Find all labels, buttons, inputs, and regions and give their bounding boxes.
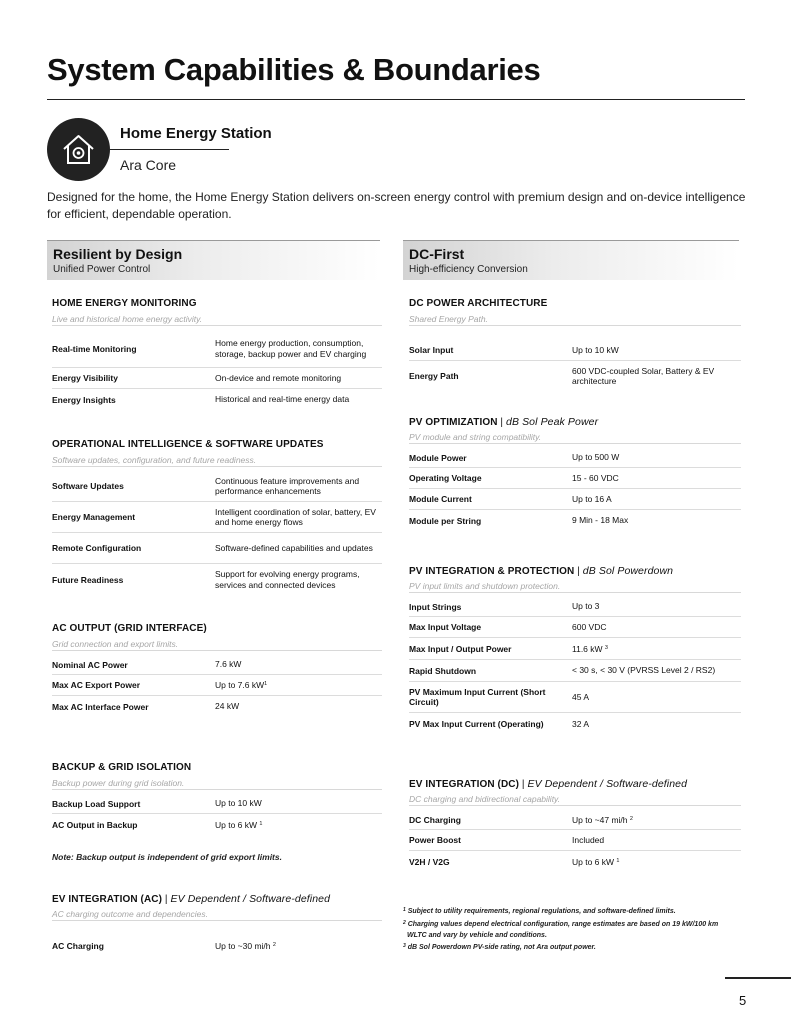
- spec-label: Input Strings: [409, 601, 462, 612]
- section-title: DC POWER ARCHITECTURE: [409, 298, 548, 309]
- table-row: [52, 502, 382, 533]
- spec-label: Software Updates: [52, 481, 124, 491]
- spec-value: Up to 6 kW $^1$: [215, 819, 263, 830]
- table-row: [409, 682, 741, 713]
- section-title: BACKUP & GRID ISOLATION: [52, 762, 192, 773]
- section-backup-grid-isolation: [52, 761, 382, 835]
- spec-label: PV Maximum Input Current (Short Circuit): [409, 687, 546, 707]
- footnote-3: $^3$ dB Sol Powerdown PV-side rating, not Ara output power.: [403, 943, 596, 952]
- intro-paragraph: Designed for the home, the Home Energy Station delivers on-screen energy control with premium design and on-device intelligence for efficient, dependable operation.: [47, 190, 746, 221]
- spec-value: Support for evolving energy programs, services and connected devices: [215, 569, 360, 590]
- spec-value: Up to 6 kW $^1$: [572, 856, 620, 867]
- section-description: Software updates, configuration, and future readiness.: [52, 453, 382, 467]
- spec-value: Up to ~30 mi/h $^2$: [215, 941, 276, 952]
- spec-value: Historical and real-time energy data: [215, 394, 350, 405]
- spec-label: AC Output in Backup: [52, 819, 138, 830]
- table-row: [52, 330, 382, 368]
- spec-value: 9 Min - 18 Max: [572, 515, 629, 526]
- section-ev-integration-ac: [52, 892, 382, 957]
- section-pv-integration-protection: [409, 564, 741, 735]
- spec-label: Solar Input: [409, 345, 454, 355]
- spec-value: On-device and remote monitoring: [215, 372, 342, 383]
- spec-value: Up to 10 kW: [572, 344, 619, 355]
- spec-table: [409, 810, 741, 872]
- page-number: 5: [739, 993, 747, 1008]
- section-description: PV input limits and shutdown protection.: [409, 579, 741, 593]
- spec-value: Up to 10 kW: [215, 798, 262, 809]
- spec-label: Max AC Export Power: [52, 680, 141, 690]
- section-title: HOME ENERGY MONITORING: [52, 298, 197, 309]
- section-ev-integration-dc: [409, 777, 741, 872]
- product-divider: [110, 149, 229, 150]
- table-row: [409, 638, 741, 660]
- table-row: [52, 935, 382, 957]
- table-row: [409, 468, 741, 489]
- spec-value: Software-defined capabilities and updates: [215, 542, 373, 553]
- section-tag: EV Dependent / Software-defined: [527, 778, 688, 790]
- spec-label: DC Charging: [409, 814, 461, 825]
- table-row: [409, 448, 741, 468]
- product-subtitle: Ara Core: [120, 157, 177, 173]
- spec-table: [409, 448, 741, 531]
- spec-table: [52, 330, 382, 410]
- title-divider: [47, 99, 745, 100]
- left-column-subtitle: Unified Power Control: [53, 264, 151, 275]
- spec-label: Real-time Monitoring: [52, 343, 137, 354]
- spec-label: Module Power: [409, 452, 467, 463]
- footnotes: [403, 905, 753, 954]
- section-title: EV INTEGRATION (AC) | EV Dependent / Software-defined: [52, 893, 331, 905]
- spec-table: [52, 794, 382, 835]
- footer-divider: [725, 977, 791, 979]
- table-row: [409, 810, 741, 830]
- table-row: [409, 361, 741, 391]
- spec-value: 15 - 60 VDC: [572, 472, 619, 483]
- section-description: Grid connection and export limits.: [52, 637, 382, 651]
- table-row: [409, 489, 741, 510]
- spec-label: Energy Insights: [52, 394, 116, 405]
- footnote-1: $^1$ Subject to utility requirements, regional regulations, and software-defined limits.: [403, 907, 676, 915]
- section-description: DC charging and bidirectional capability.: [409, 792, 741, 806]
- spec-value: 24 kW: [215, 701, 240, 712]
- right-column-title: DC-First: [409, 246, 465, 262]
- spec-table: [52, 655, 382, 717]
- section-operational-intelligence: [52, 438, 382, 595]
- section-tag: dB Sol Powerdown: [582, 565, 674, 577]
- spec-value: Home energy production, consumption, storage, backup power and EV charging: [215, 338, 367, 359]
- table-row: [52, 533, 382, 564]
- spec-label: Energy Management: [52, 512, 136, 522]
- spec-value: Included: [572, 834, 605, 845]
- table-row: [52, 471, 382, 502]
- spec-label: Max Input Voltage: [409, 622, 482, 632]
- table-row: [409, 851, 741, 872]
- spec-label: Future Readiness: [52, 574, 124, 585]
- product-name: Home Energy Station: [120, 125, 272, 142]
- table-row: [52, 368, 382, 389]
- section-pv-optimization: [409, 415, 741, 531]
- section-title: PV INTEGRATION & PROTECTION | dB Sol Powerdown: [409, 565, 674, 577]
- spec-value: Intelligent coordination of solar, battery, EV and home energy flows: [215, 506, 376, 527]
- spec-table: [52, 935, 382, 957]
- table-row: [409, 340, 741, 361]
- spec-value: Up to 500 W: [572, 452, 620, 463]
- spec-label: Backup Load Support: [52, 798, 141, 809]
- section-home-energy-monitoring: [52, 297, 382, 410]
- spec-table: [409, 597, 741, 735]
- spec-label: PV Max Input Current (Operating): [409, 719, 544, 729]
- table-row: [409, 660, 741, 682]
- section-tag: EV Dependent / Software-defined: [170, 893, 331, 905]
- spec-table: [52, 471, 382, 595]
- footnote-2: $^2$ Charging values depend electrical configuration, range estimates are based on 19 kW/100 km: [403, 919, 719, 928]
- spec-label: Energy Visibility: [52, 373, 118, 383]
- section-description: Shared Energy Path.: [409, 312, 741, 326]
- spec-value: Up to 16 A: [572, 493, 612, 504]
- spec-table: [409, 340, 741, 391]
- spec-label: Operating Voltage: [409, 473, 482, 483]
- spec-value: < 30 s, < 30 V (PVRSS Level 2 / RS2): [572, 665, 716, 676]
- table-row: [52, 564, 382, 595]
- spec-value: 32 A: [572, 718, 590, 729]
- spec-value: 600 VDC: [572, 621, 607, 632]
- right-column-subtitle: High-efficiency Conversion: [409, 264, 528, 275]
- left-column-title: Resilient by Design: [53, 246, 183, 262]
- spec-label: Remote Configuration: [52, 543, 142, 553]
- backup-note: Note: Backup output is independent of grid export limits.: [52, 852, 282, 862]
- house-icon: [61, 132, 96, 167]
- spec-value: Continuous feature improvements and performance enhancements: [215, 475, 360, 496]
- spec-value: Up to ~47 mi/h $^2$: [572, 814, 633, 825]
- spec-value: 45 A: [572, 691, 590, 702]
- table-row: [409, 713, 741, 735]
- spec-label: Rapid Shutdown: [409, 665, 477, 676]
- table-row: [52, 389, 382, 410]
- section-dc-power-architecture: [409, 297, 741, 391]
- table-row: [52, 814, 382, 835]
- spec-label: Power Boost: [409, 835, 461, 845]
- spec-label: Module Current: [409, 494, 472, 504]
- section-tag: dB Sol Peak Power: [506, 416, 599, 428]
- table-row: [409, 617, 741, 638]
- spec-value: 600 VDC-coupled Solar, Battery & EV architecture: [572, 365, 715, 386]
- table-row: [52, 655, 382, 675]
- table-row: [409, 510, 741, 531]
- section-title: PV OPTIMIZATION | dB Sol Peak Power: [409, 416, 599, 428]
- spec-label: Module per String: [409, 515, 482, 526]
- section-title: OPERATIONAL INTELLIGENCE & SOFTWARE UPDATES: [52, 439, 324, 450]
- spec-label: Max Input / Output Power: [409, 643, 512, 654]
- spec-label: Nominal AC Power: [52, 659, 128, 670]
- spec-label: AC Charging: [52, 941, 104, 951]
- left-column-header: [47, 240, 380, 280]
- section-description: Live and historical home energy activity.: [52, 312, 382, 326]
- table-row: [52, 794, 382, 814]
- spec-label: Max AC Interface Power: [52, 701, 149, 712]
- page-title: System Capabilities & Boundaries: [47, 52, 541, 87]
- spec-value: 11.6 kW $^3$: [572, 643, 608, 654]
- section-title: EV INTEGRATION (DC) | EV Dependent / Software-defined: [409, 778, 688, 790]
- footnote-2-continued: WLTC and vary by vehicle and conditions.: [407, 931, 547, 939]
- table-row: [409, 597, 741, 617]
- right-column-header: [403, 240, 739, 280]
- spec-label: V2H / V2G: [409, 856, 450, 867]
- home-energy-icon: [47, 118, 110, 181]
- table-row: [52, 675, 382, 696]
- section-description: PV module and string compatibility.: [409, 430, 741, 444]
- section-description: Backup power during grid isolation.: [52, 776, 382, 790]
- spec-value: Up to 7.6 $kW^1$: [215, 680, 268, 691]
- section-description: AC charging outcome and dependencies.: [52, 907, 382, 921]
- section-title: AC OUTPUT (GRID INTERFACE): [52, 623, 207, 634]
- spec-value: Up to 3: [572, 601, 600, 612]
- spec-label: Energy Path: [409, 371, 459, 381]
- table-row: [409, 830, 741, 851]
- table-row: [52, 696, 382, 717]
- section-ac-output: [52, 622, 382, 717]
- spec-value: 7.6 kW: [215, 659, 242, 670]
